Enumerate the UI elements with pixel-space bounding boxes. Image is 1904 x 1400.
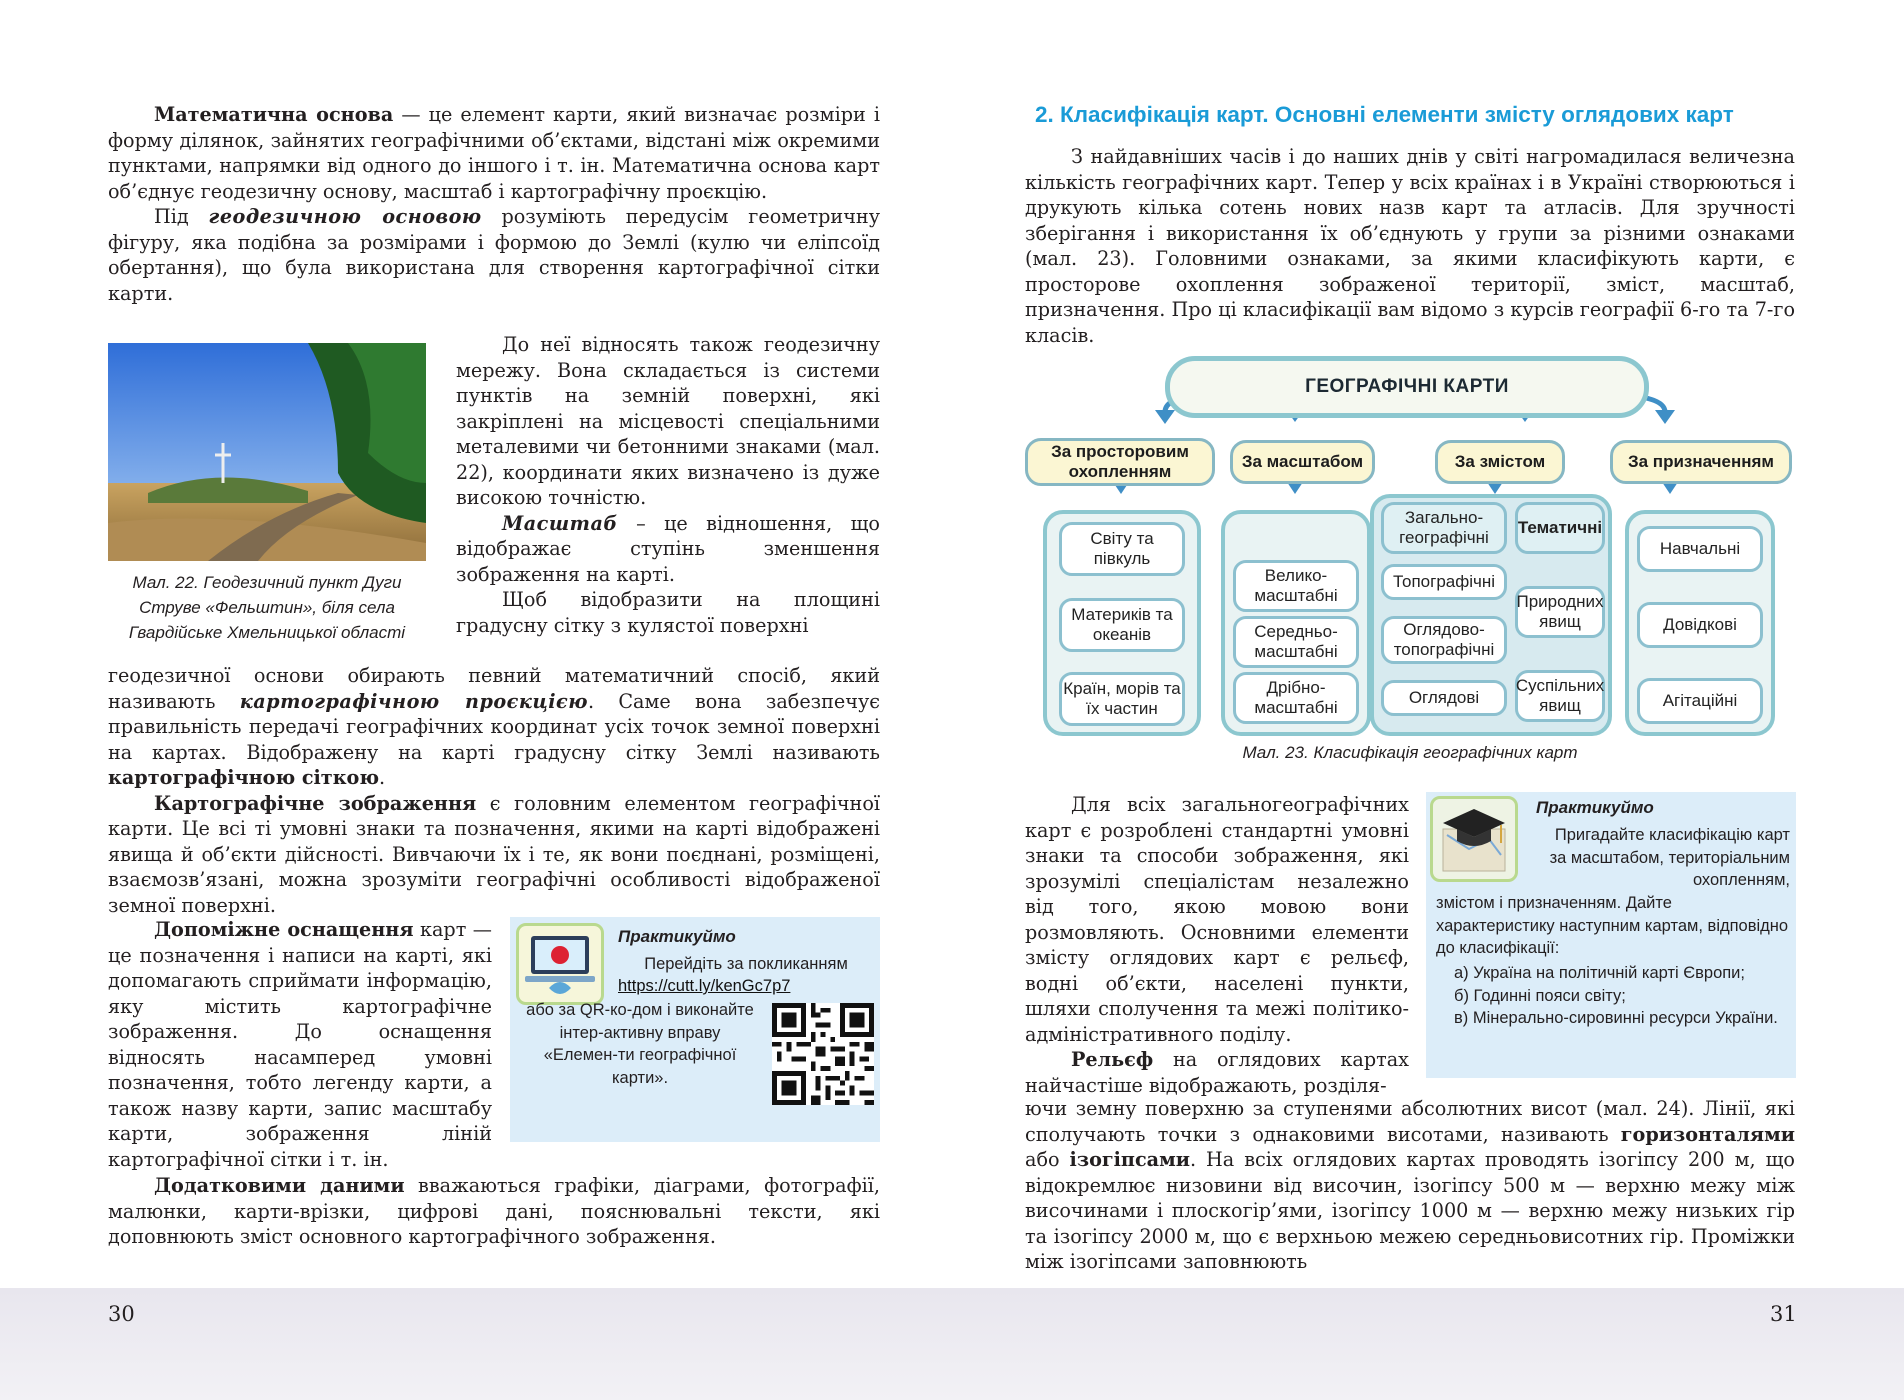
practice-line1: Перейдіть за покликанням bbox=[644, 955, 848, 973]
map-classification-diagram bbox=[1025, 352, 1795, 744]
page-number-right: 31 bbox=[1770, 1302, 1797, 1326]
practice-box-left bbox=[510, 917, 880, 1142]
paragraph-scale: Масштаб – це відношення, що відображає ступінь зменшення зображення на карті. bbox=[456, 511, 880, 586]
photo-caption: Мал. 22. Геодезичний пункт Дуги Струве «Фельштин», біля села Гвардійське Хмельницької області bbox=[128, 573, 406, 642]
practice-items bbox=[1436, 962, 1790, 1030]
graduation-cap-icon bbox=[1430, 796, 1518, 882]
header-purpose: За призначенням bbox=[1610, 440, 1792, 484]
leaf-natural: Природних явищ bbox=[1515, 586, 1605, 638]
leaf-overview: Оглядові bbox=[1381, 680, 1507, 716]
left-page bbox=[0, 0, 952, 1288]
content-thematic-title: Тематичні bbox=[1515, 502, 1605, 554]
practice-item: б) Годинні пояси світу; bbox=[1454, 986, 1626, 1005]
leaf-topographic: Топографічні bbox=[1381, 564, 1507, 600]
leaf-continents: Материків та океанів bbox=[1059, 598, 1185, 652]
diagram-root: ГЕОГРАФІЧНІ КАРТИ bbox=[1165, 356, 1649, 418]
practice-title: Практикуймо bbox=[618, 927, 736, 946]
paragraph-math-basis: Математична основа — це елемент карти, який визначає розміри і форму ділянок, зайнятих географічними об’єктами, відстані між окремими пунктами, напрямки від одного до іншого і т. ін. Математична основа карт об’єднує геодезичну основу, масштаб і картографічну проєкцію. bbox=[108, 103, 880, 203]
paragraph-additional-data: Додатковими даними вважаються графіки, діаграми, фотографії, малюнки, карти-врізки, цифрові дані, пояснювальні тексти, які доповнюють зміст основного картографічного зображення. bbox=[108, 1174, 880, 1248]
paragraph-relief: ючи земну поверхню за ступенями абсолютних висот (мал. 24). Лінії, які сполучають точки з однаковими висотами, називають горизонталями або ізогіпсами. На всіх оглядових картах проводять ізогіпсу 200 м, що відокремлює низовини від височин, ізогіпсу 500 м — верхню межу між височинами і плоскогір’ями, ізогіпсу 1000 м — верхню межу низьких гір та ізогіпсу 2000 м, що є верхньою межею середньовисотних гір. Проміжки між ізогіпсами заповнюють bbox=[1025, 1097, 1795, 1273]
left-top-text bbox=[108, 102, 880, 306]
leaf-countries: Країн, морів та їх частин bbox=[1059, 672, 1185, 726]
qr-code-icon[interactable] bbox=[772, 1003, 874, 1105]
header-content: За змістом bbox=[1435, 440, 1565, 484]
content-general-title: Загально-географічні bbox=[1381, 502, 1507, 554]
paragraph-cartographic-image: Картографічне зображення є головним елементом географічної карти. Це всі ті умовні знаки та позначення, якими на карті відображені явища й об’єкти дійсності. Вивчаючи їх і те, як вони поєднані, розміщені, взаємозв’язані, можна зрозуміти географічні особливості відображеної земної поверхні. bbox=[108, 791, 881, 917]
paragraph-projection: геодезичної основи обирають певний математичний спосіб, який називають картографічною проєкцією. Саме вона забезпечує правильність передачі географічних координат усіх точок земної поверхні на картах. Відображену на карті градусну сітку Землі називають картографічною сіткою. bbox=[108, 664, 880, 789]
page-footer bbox=[0, 1288, 1904, 1400]
paragraph-auxiliary-equipment: Допоміжне оснащення карт — це позначення і написи на карті, які допомагають сприймати інформацію, яку містить картографічне зображення. До оснащення відносять насамперед умовні позначення, тобто легенду карти, а також назву карти, запис масштабу карти, зображення ліній картографічної сітки і т. ін. bbox=[108, 918, 492, 1171]
paragraph-geodetic-basis: Під геодезичною основою розуміють передусім геометричну фігуру, яка подібна за розмірами і формою до Землі (кулю чи еліпсоїд обертання), що була використана для створення картографічної сітки карти. bbox=[108, 205, 880, 305]
practice-title-right: Практикуймо bbox=[1536, 798, 1654, 817]
left-mid-text bbox=[108, 663, 880, 918]
leaf-social: Суспільних явищ bbox=[1515, 670, 1605, 722]
paragraph-intro: З найдавніших часів і до наших днів у світі нагромадилася величезна кількість географічних карт. Тепер у всіх країнах і в Україні створюються і друкують кілька сотень нових назв карт та атласів. Для зручності зберігання і використання їх об’єднують у групи за різними ознаками (мал. 23). Головними ознаками, за якими класифікують карти, є просторове охоплення зображеної території, зміст, масштаб, призначення. Про ці класифікації вам відомо з курсів географії 6-го та 7-го класів. bbox=[1025, 145, 1795, 347]
practice-box-right bbox=[1426, 792, 1796, 1078]
paragraph-general-maps: Для всіх загальногеографічних карт є розроблені стандартні умовні знаки та способи зображення, які зрозумілі спеціалістам незалежно від того, якою мовою вони розмовляють. Основними елементи змісту оглядових карт є рельєф, водні об’єкти, населені пункти, шляхи сполучення та межі політико-адміністративного поділу. Рельєф на оглядових картах найчастіше відображають, розділя- bbox=[1025, 793, 1409, 1097]
practice-text-right-b: змістом і призначенням. Дайте характеристику наступним картам, відповідно до класифікації: bbox=[1436, 894, 1789, 957]
leaf-overview-topographic: Оглядово-топографічні bbox=[1381, 616, 1507, 664]
leaf-large-scale: Велико-масштабні bbox=[1233, 560, 1359, 612]
section-title: 2. Класифікація карт. Основні елементи змісту оглядових карт bbox=[1035, 102, 1734, 127]
leaf-educational: Навчальні bbox=[1637, 526, 1763, 572]
leaf-medium-scale: Середньо-масштабні bbox=[1233, 616, 1359, 668]
header-scale: За масштабом bbox=[1230, 440, 1375, 484]
practice-instructions: або за QR-ко-дом і виконайте інтер-активну вправу «Елемен-ти географічної карти». bbox=[526, 1001, 754, 1087]
practice-item: в) Мінерально-сировинні ресурси України. bbox=[1454, 1009, 1778, 1027]
diagram-caption: Мал. 23. Класифікація географічних карт bbox=[1242, 743, 1578, 762]
practice-link[interactable]: https://cutt.ly/kenGc7p7 bbox=[618, 977, 791, 995]
computer-icon bbox=[516, 923, 604, 1005]
paragraph-projection-start: Щоб відобразити на площині градусну сітку з кулястої поверхні bbox=[456, 588, 880, 637]
practice-item: а) Україна на політичній карті Європи; bbox=[1454, 964, 1745, 982]
geodetic-point-photo bbox=[108, 343, 426, 561]
page-number-left: 30 bbox=[108, 1302, 135, 1326]
practice-text-right-a: Пригадайте класифікацію карт за масштабом, територіальним охопленням, bbox=[1549, 826, 1790, 889]
left-side-text bbox=[456, 332, 880, 638]
paragraph-geodetic-network: До неї відносять також геодезичну мережу. Вона складається із системи пунктів на земній поверхні, які закріплені на місцевості спеціальними металевими чи бетонними знаками (мал. 22), координати яких визначено із дуже високою точністю. bbox=[456, 333, 880, 509]
header-spatial: За просторовим охопленням bbox=[1025, 438, 1215, 486]
leaf-agitation: Агітаційні bbox=[1637, 678, 1763, 724]
leaf-world: Світу та півкуль bbox=[1059, 522, 1185, 576]
leaf-small-scale: Дрібно-масштабні bbox=[1233, 672, 1359, 724]
leaf-reference: Довідкові bbox=[1637, 602, 1763, 648]
